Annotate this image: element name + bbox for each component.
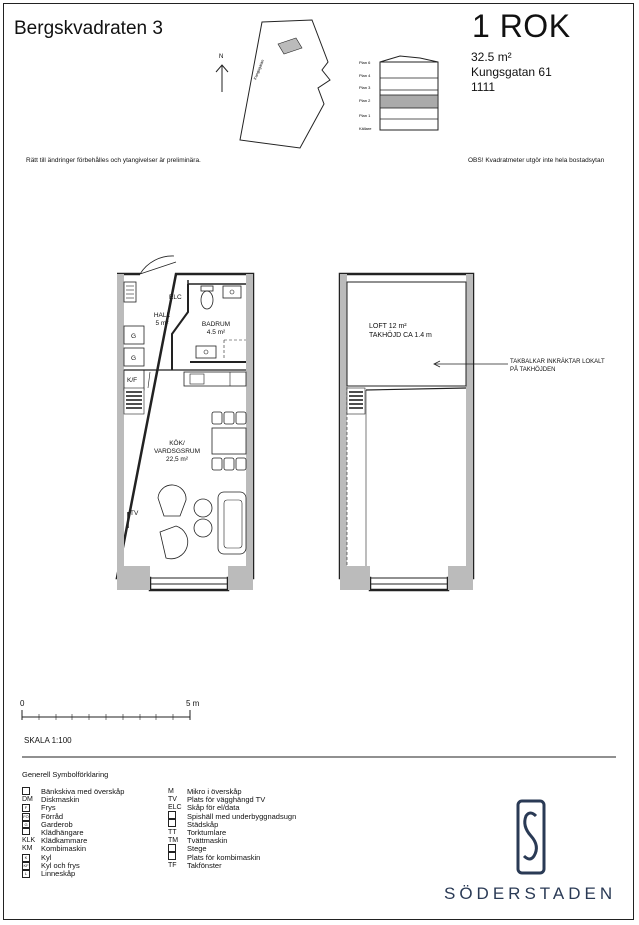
- street-label: Kungsgatan: [252, 58, 265, 81]
- scale-label: SKALA 1:100: [24, 736, 72, 745]
- legend-symbol: L: [22, 870, 41, 878]
- legend-text: Bänkskiva med överskåp: [41, 787, 125, 796]
- legend-symbol: TT: [168, 828, 177, 836]
- legend-text: Stege: [187, 844, 207, 854]
- legend-text: Klädhängare: [41, 827, 84, 837]
- legend-item: [168, 862, 296, 870]
- legend-item: [22, 813, 124, 821]
- tv-symbol: TV: [130, 510, 139, 517]
- elc-symbol: ELC: [169, 294, 182, 301]
- brand-logo-icon: [518, 801, 544, 873]
- legend-text: Garderob: [41, 819, 73, 829]
- legend-symbol: K: [22, 854, 41, 862]
- legend-text: Takfönster: [187, 860, 222, 870]
- legend-symbol: KM: [22, 845, 33, 853]
- site-plan: [240, 20, 330, 148]
- floor-label: Plan 3: [359, 85, 371, 90]
- legend-symbol: TF: [168, 861, 177, 869]
- legend-text: Spishäll med underbyggnadsugn: [187, 811, 297, 821]
- legend-item: [22, 870, 124, 878]
- disclaimer-left: Rätt till ändringer förbehålles och ytangivelser är preliminära.: [26, 157, 201, 164]
- unit-address: Kungsgatan 61: [471, 65, 552, 79]
- legend-symbol: DM: [22, 796, 33, 804]
- legend-title: Generell Symbolförklaring: [22, 770, 109, 779]
- floor-label: Plan 6: [359, 60, 371, 65]
- north-arrow-icon: [216, 54, 228, 92]
- apartment-number: 1111: [471, 80, 496, 94]
- legend-left: [22, 788, 124, 878]
- legend-text: Förråd: [41, 811, 64, 821]
- legend-text: Kyl: [41, 852, 52, 862]
- legend-text: Plats för vägghängd TV: [187, 795, 266, 805]
- floor-label: Plan 2: [359, 98, 371, 103]
- legend-symbol: M: [168, 788, 174, 795]
- legend-text: Mikro i överskåp: [187, 787, 242, 796]
- legend-text: Plats för kombimaskin: [187, 852, 261, 862]
- north-label: N: [219, 54, 224, 60]
- beam-note: TAKBALKAR INKRÄKTAR LOKALT PÅ TAKHÖJDEN: [510, 359, 605, 373]
- legend-text: Diskmaskin: [41, 795, 80, 805]
- legend-symbol: G: [22, 821, 41, 829]
- legend-item: [22, 796, 124, 804]
- legend-symbol: FÖ: [23, 813, 29, 819]
- legend-symbol: KLK: [22, 837, 36, 845]
- legend-right: [168, 788, 296, 870]
- legend-text: Städskåp: [187, 819, 219, 829]
- scale-five: 5 m: [186, 699, 200, 708]
- legend-symbol: TM: [168, 837, 179, 845]
- scale-bar: [22, 710, 190, 720]
- unit-type: 1 ROK: [472, 8, 571, 44]
- legend-text: Kyl och frys: [41, 860, 80, 870]
- scale-zero: 0: [20, 699, 25, 708]
- wardrobe-symbol: G: [131, 355, 137, 362]
- room-label-badrum: BADRUM 4.5 m²: [201, 321, 231, 336]
- disclaimer-right: OBS! Kvadratmeter utgör inte hela bostadsytan: [468, 157, 605, 164]
- legend-text: Linneskåp: [41, 868, 76, 878]
- legend-symbol: F: [22, 804, 41, 812]
- floor-plan-left: [117, 256, 253, 590]
- legend-text: Klädkammare: [41, 836, 88, 846]
- legend-text: Frys: [41, 803, 56, 813]
- legend-text: Kombimaskin: [41, 844, 87, 854]
- loft-label: LOFT 12 m² TAKHÖJD CA 1.4 m: [369, 323, 432, 339]
- legend-text: Skåp för el/data: [187, 803, 240, 813]
- legend-symbol: TV: [168, 796, 177, 804]
- legend-symbol: KF: [23, 862, 29, 868]
- legend-text: Torktumlare: [187, 827, 227, 837]
- brand-name: SÖDERSTADEN: [444, 884, 617, 903]
- floor-label: Plan 4: [359, 73, 371, 78]
- unit-area: 32.5 m²: [471, 50, 512, 64]
- floor-label: Plan 1: [359, 113, 371, 118]
- legend-item: [22, 804, 124, 812]
- legend-symbol: ELC: [168, 804, 182, 812]
- room-label-hall: HALL 5 m²: [153, 312, 171, 327]
- room-label-kok: KÖK/ VARDSGSRUM 22,5 m²: [153, 440, 201, 463]
- floor-label: Källare: [359, 126, 372, 131]
- wardrobe-symbol: G: [131, 333, 137, 340]
- property-title: Bergskvadraten 3: [14, 18, 163, 39]
- legend-item: [22, 845, 124, 853]
- legend-text: Tvättmaskin: [187, 836, 228, 846]
- fridge-freezer-symbol: K/F: [127, 377, 138, 384]
- floor-diagram: [359, 56, 438, 131]
